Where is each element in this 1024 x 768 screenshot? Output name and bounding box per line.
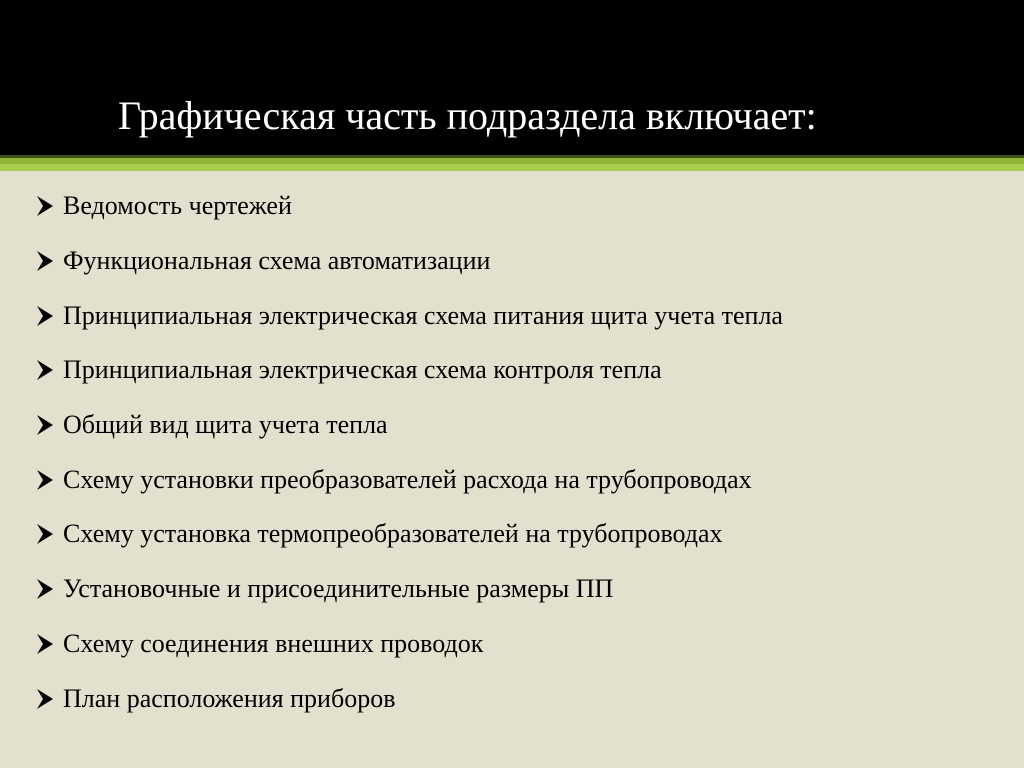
arrow-bullet-icon xyxy=(36,195,54,217)
list-item-text: Установочные и присоединительные размеры ПП xyxy=(63,574,614,604)
arrow-bullet-icon xyxy=(36,359,54,381)
list-item xyxy=(36,507,783,562)
list-item-text: Принципиальная электрическая схема питания щита учета тепла xyxy=(63,300,783,330)
bullet-list xyxy=(36,179,783,726)
arrow-bullet-icon xyxy=(36,305,54,327)
list-item-text: Общий вид щита учета тепла xyxy=(63,410,388,440)
arrow-bullet-icon xyxy=(36,578,54,600)
list-item xyxy=(36,452,783,507)
arrow-bullet-icon xyxy=(36,523,54,545)
list-item xyxy=(36,617,783,672)
slide-title: Графическая часть подраздела включает: xyxy=(118,93,817,138)
accent-stripe xyxy=(0,155,1024,171)
list-item-text: Схему установки преобразователей расхода на трубопроводах xyxy=(63,464,752,494)
arrow-bullet-icon xyxy=(36,633,54,655)
list-item-text: Схему соединения внешних проводок xyxy=(63,628,484,658)
arrow-bullet-icon xyxy=(36,414,54,436)
list-item-text: Схему установка термопреобразователей на трубопроводах xyxy=(63,519,723,549)
list-item xyxy=(36,179,783,234)
list-item-text: План расположения приборов xyxy=(63,683,396,713)
list-item-text: Функциональная схема автоматизации xyxy=(63,246,491,276)
list-item-text: Принципиальная электрическая схема контроля тепла xyxy=(63,355,662,385)
slide-header xyxy=(0,0,1024,155)
arrow-bullet-icon xyxy=(36,688,54,710)
list-item xyxy=(36,288,783,343)
list-item xyxy=(36,562,783,617)
list-item-text: Ведомость чертежей xyxy=(63,191,292,221)
arrow-bullet-icon xyxy=(36,469,54,491)
list-item xyxy=(36,343,783,398)
arrow-bullet-icon xyxy=(36,250,54,272)
list-item xyxy=(36,671,783,726)
list-item xyxy=(36,234,783,289)
list-item xyxy=(36,398,783,453)
